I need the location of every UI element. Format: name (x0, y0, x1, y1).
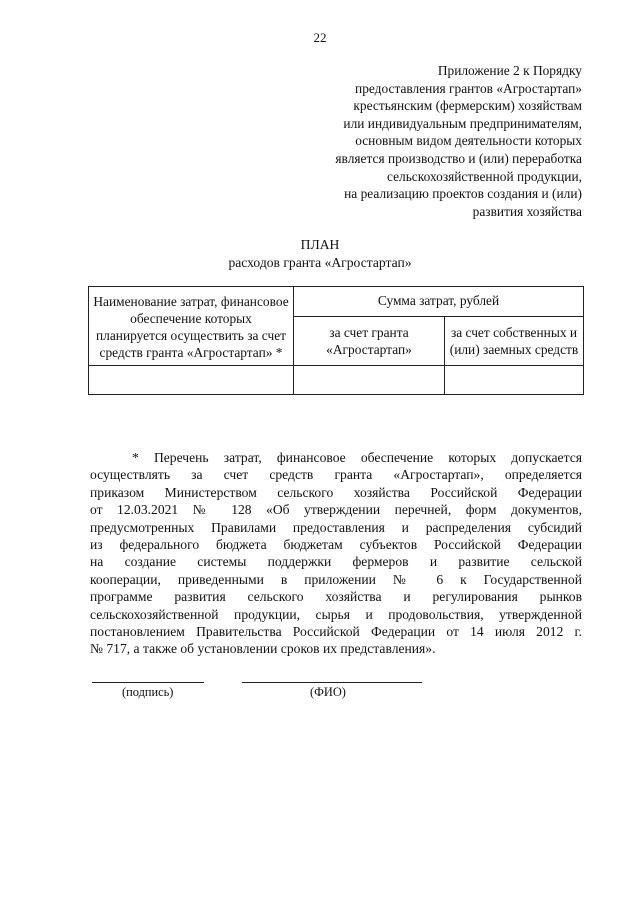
header-grant-funds: за счет гранта «Агростартап» (294, 317, 445, 366)
plan-heading (0, 236, 640, 271)
footnote-line: приказом Министерством сельского хозяйства Российской Федерации (90, 484, 582, 500)
signature-label: (подпись) (122, 685, 174, 699)
footnote (90, 449, 582, 658)
appendix-line: развития хозяйства (472, 203, 582, 219)
full-name-label: (ФИО) (310, 685, 346, 699)
footnote-line: осуществлять за счет средств гранта «Агростартап», определяется (90, 467, 582, 483)
table-cell[interactable] (294, 366, 445, 395)
cost-plan-table (88, 286, 584, 395)
footnote-line: от 12.03.2021 № 128 «Об утверждении перечней, форм документов, (90, 502, 582, 518)
footnote-line: на создание системы поддержки фермеров и развитие сельской (90, 554, 582, 570)
appendix-line: на реализацию проектов создания и (или) (344, 186, 582, 202)
table-header-row (89, 287, 584, 317)
plan-subtitle: расходов гранта «Агростартап» (228, 254, 412, 270)
footnote-line: из федерального бюджета бюджетам субъектов Российской Федерации (90, 537, 582, 553)
header-cost-sum: Сумма затрат, рублей (294, 287, 584, 317)
appendix-line: крестьянским (фермерским) хозяйствам (353, 98, 582, 114)
footnote-line: * Перечень затрат, финансовое обеспечение которых допускается (132, 450, 582, 465)
appendix-line: является производство и (или) переработка (335, 150, 582, 166)
table-row (89, 366, 584, 395)
appendix-line: сельскохозяйственной продукции, (386, 168, 582, 184)
plan-title: ПЛАН (300, 237, 340, 252)
footnote-line: предусмотренных Правилами предоставления и распределения субсидий (90, 519, 582, 535)
table-cell[interactable] (445, 366, 584, 395)
appendix-line: Приложение 2 к Порядку (437, 63, 582, 78)
footnote-line: сельскохозяйственной продукции, сырья и продовольствия, утвержденной (90, 606, 582, 622)
page-number: 22 (313, 30, 327, 45)
footnote-line: № 717, а также об установлении сроков их представления». (90, 641, 436, 657)
table-cell[interactable] (89, 366, 294, 395)
appendix-header (282, 62, 582, 220)
appendix-line: или индивидуальным предпринимателям, (343, 115, 582, 131)
signature-line[interactable] (92, 682, 204, 683)
full-name-line[interactable] (242, 682, 422, 683)
footnote-line: постановлением Правительства Российской Федерации от 14 июля 2012 г. (90, 624, 582, 640)
header-cost-name: Наименование затрат, финансовое обеспечение которых планируется осуществить за счет средств гранта «Агростартап» * (89, 287, 294, 366)
header-own-funds: за счет собственных и (или) заемных средств (445, 317, 584, 366)
appendix-line: предоставления грантов «Агростартап» (355, 80, 582, 96)
footnote-line: программе развития сельского хозяйства и регулирования рынков (90, 589, 582, 605)
appendix-line: основным видом деятельности которых (355, 133, 582, 149)
footnote-line: кооперации, приведенными в приложении № 6 к Государственной (90, 571, 582, 587)
